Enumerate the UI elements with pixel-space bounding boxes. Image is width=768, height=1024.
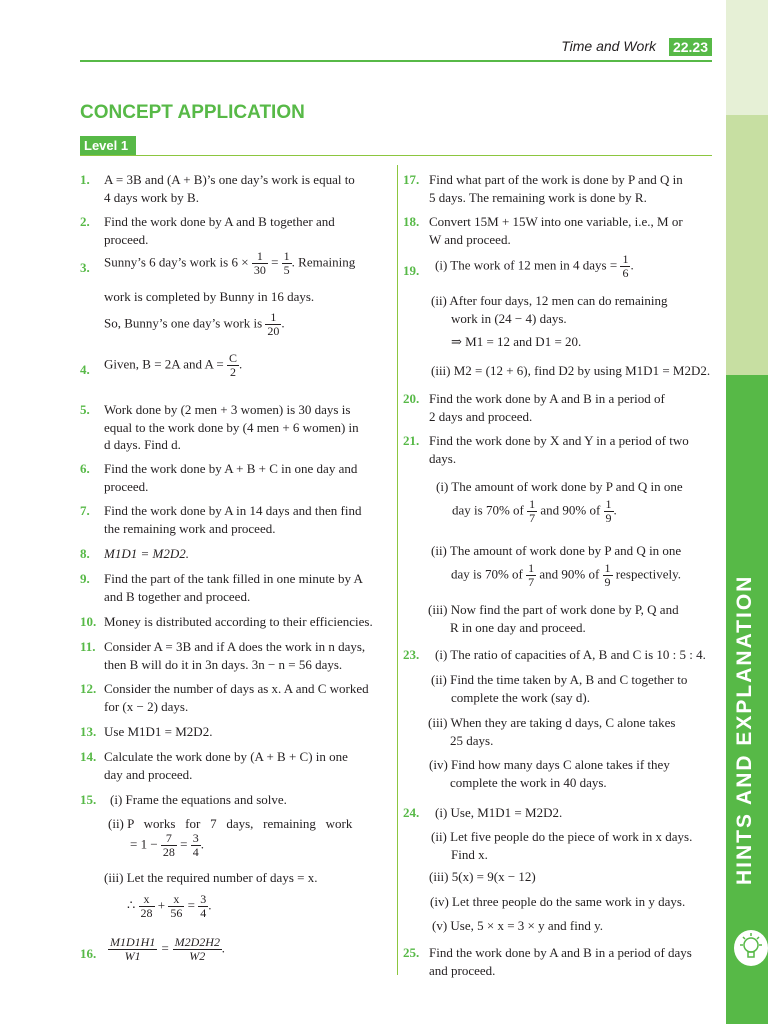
hint-text-line: = 1 − $\frac{7}{28}$ = $\frac{3}{4}$ . <box>130 831 205 859</box>
item-number: 18. <box>403 214 420 229</box>
side-band-top <box>726 0 768 115</box>
hint-text: d days. Find d. <box>104 437 181 452</box>
item-number: 4. <box>80 362 90 377</box>
hint-text: equal to the work done by (4 men + 6 women) in <box>104 419 359 435</box>
level-label: Level 1 <box>80 136 136 156</box>
hint-text: (ii) Find the time taken by A, B and C together to <box>431 672 688 687</box>
item-number: 21. <box>403 433 420 448</box>
hint-text: Find the work done by A in 14 days and then find <box>104 503 362 518</box>
level-rule <box>80 155 712 156</box>
column-divider <box>397 165 398 975</box>
hint-text: complete the work (say d). <box>451 689 590 705</box>
hint-text: the remaining work and proceed. <box>104 520 276 536</box>
hint-text: (i) The amount of work done by P and Q in one <box>436 479 683 494</box>
hint-text: Find x. <box>451 846 488 862</box>
hint-subitem: (i) The amount of work done by P and Q in one day is 70% of $\frac{1}{7}$ and 90% of $\frac{1}{9}$ . <box>436 478 713 525</box>
hint-item-12 <box>80 680 388 715</box>
hint-item-8 <box>80 545 388 563</box>
hint-text-line: work is completed by Bunny in 16 days. <box>104 289 315 304</box>
hint-subitem <box>429 756 713 791</box>
hint-subitem: (iv) Let three people do the same work in y days. <box>430 894 686 909</box>
hint-text: 2 days and proceed. <box>429 408 533 424</box>
hint-subitem <box>428 714 713 749</box>
hint-text: Convert 15M + 15W into one variable, i.e., M or <box>429 214 683 229</box>
hint-text: proceed. <box>104 478 149 494</box>
hint-text-line: (ii) P works for 7 days, remaining work <box>108 816 353 831</box>
hint-item-11 <box>80 638 388 673</box>
item-number: 15. <box>80 792 97 807</box>
item-number: 9. <box>80 571 90 586</box>
hint-text: R in one day and proceed. <box>450 619 586 635</box>
hint-text: (iii) When they are taking d days, C alone takes <box>428 715 676 730</box>
hint-item-20 <box>403 390 713 425</box>
side-label: HINTS AND EXPLANATION <box>733 574 756 886</box>
hint-text: (iii) Now find the part of work done by P, Q and <box>428 602 679 617</box>
hint-item-19: 19. (i) The work of 12 men in 4 days = $\frac{1}{6}$ . <box>403 252 634 280</box>
fraction: $\frac{1}{9}$ <box>604 560 611 589</box>
item-number: 13. <box>80 724 97 739</box>
item-number: 25. <box>403 945 420 960</box>
item-number: 19. <box>403 263 420 278</box>
page-number: 22.23 <box>669 38 712 56</box>
running-title: Time and Work <box>561 38 656 54</box>
hint-text: day is 70% of <box>452 501 524 517</box>
hint-text: Money is distributed according to their efficiencies. <box>104 614 373 629</box>
item-number: 5. <box>80 402 90 417</box>
hint-text: (i) The work of 12 men in 4 days = <box>435 257 618 273</box>
item-number: 14. <box>80 749 97 764</box>
hint-text: and proceed. <box>429 962 496 978</box>
hint-subitem <box>431 292 713 351</box>
item-number: 3. <box>80 260 90 275</box>
fraction: $\frac{1}{9}$ <box>605 496 612 525</box>
hint-text-line: So, Bunny’s one day’s work is $\frac{1}{20}$ . <box>104 310 285 338</box>
item-number: 6. <box>80 461 90 476</box>
hint-text: respectively. <box>615 565 682 581</box>
hint-subitem: (iii) 5(x) = 9(x − 12) <box>429 869 536 884</box>
hint-text: (i) Use, M1D1 = M2D2. <box>435 805 563 820</box>
fraction: $\frac{3}{4}$ <box>192 831 199 859</box>
hint-text: 5 days. The remaining work is done by R. <box>429 189 647 205</box>
hint-text: A = 3B and (A + B)’s one day’s work is equal to <box>104 172 355 187</box>
hint-item-16: 16. $\frac{M1D1H1}{W1}$ = $\frac{M2D2H2}{W2}$ . <box>80 935 226 963</box>
hint-text: days. <box>429 450 457 466</box>
hint-text: Find the work done by A and B together and <box>104 214 335 229</box>
item-number: 2. <box>80 214 90 229</box>
fraction: $\frac{M1D1H1}{W1}$ <box>110 935 156 963</box>
hint-text: Find the work done by A + B + C in one day and <box>104 461 358 476</box>
hint-text: M1D1 = M2D2. <box>104 546 189 561</box>
hint-text: Find what part of the work is done by P and Q in <box>429 172 683 187</box>
hint-item-9 <box>80 570 388 605</box>
item-number: 11. <box>80 639 96 654</box>
hint-item-7 <box>80 502 388 537</box>
hint-text: and 90% of <box>539 565 600 581</box>
hint-text: Find the work done by X and Y in a period of two <box>429 433 689 448</box>
hint-text: day and proceed. <box>104 766 193 782</box>
hint-text: Work done by (2 men + 3 women) is 30 days is <box>104 402 351 417</box>
hint-item-15 <box>80 791 388 809</box>
lightbulb-icon <box>734 930 768 966</box>
hint-item-24 <box>403 804 713 822</box>
hint-text: Find the work done by A and B in a period of <box>429 391 665 406</box>
hint-item-6 <box>80 460 388 495</box>
hint-text: Use M1D1 = M2D2. <box>104 724 213 739</box>
hint-text: (i) Frame the equations and solve. <box>110 792 287 807</box>
fraction: $\frac{1}{5}$ <box>283 249 290 277</box>
hint-item-10 <box>80 613 388 631</box>
item-number: 10. <box>80 614 97 629</box>
fraction: $\frac{1}{30}$ <box>253 249 266 277</box>
hint-text: Sunny’s 6 day’s work is 6 × <box>104 254 249 270</box>
fraction: $\frac{1}{20}$ <box>267 310 280 338</box>
item-number: 23. <box>403 647 420 662</box>
equals-sign: = <box>271 254 279 270</box>
hint-text: proceed. <box>104 231 149 247</box>
hint-text: ⇒ M1 = 12 and D1 = 20. <box>451 334 582 349</box>
hint-item-14 <box>80 748 388 783</box>
hint-item-17 <box>403 171 713 206</box>
hint-text: Find the part of the tank filled in one minute by A <box>104 571 363 586</box>
hint-text: . Remaining <box>291 254 356 270</box>
hint-text: 4 days work by B. <box>104 189 199 205</box>
hint-text: = 1 − <box>130 836 158 852</box>
item-number: 17. <box>403 172 420 187</box>
fraction: $\frac{1}{7}$ <box>528 560 535 589</box>
item-number: 20. <box>403 391 420 406</box>
item-number: 12. <box>80 681 97 696</box>
hint-text: W and proceed. <box>429 231 511 247</box>
hint-text-line: ∴ $\frac{x}{28}$ + $\frac{x}{56}$ = $\frac{3}{4}$ . <box>127 892 212 920</box>
hint-text: complete the work in 40 days. <box>450 774 607 790</box>
hint-subitem: (v) Use, 5 × x = 3 × y and find y. <box>432 918 603 933</box>
hint-item-25 <box>403 944 713 979</box>
item-number: 7. <box>80 503 90 518</box>
hint-item-4: 4. Given, B = 2A and A = $\frac{C}{2}$ . <box>80 351 243 379</box>
hint-text: (ii) The amount of work done by P and Q in one <box>431 543 682 558</box>
hint-text: and 90% of <box>540 501 601 517</box>
header-rule <box>80 60 712 62</box>
hint-item-5 <box>80 401 388 454</box>
hint-text: Consider the number of days as x. A and C worked <box>104 681 369 696</box>
item-number: 16. <box>80 946 97 961</box>
hint-text: 25 days. <box>450 732 494 748</box>
section-title: CONCEPT APPLICATION <box>80 102 305 123</box>
fraction: $\frac{x}{56}$ <box>170 892 183 920</box>
hint-item-2 <box>80 213 388 248</box>
fraction: $\frac{7}{28}$ <box>162 831 175 859</box>
hint-item-18 <box>403 213 713 248</box>
hint-text: work in (24 − 4) days. <box>451 310 567 326</box>
side-band-middle <box>726 115 768 375</box>
hint-text: day is 70% of <box>451 565 523 581</box>
item-number: 8. <box>80 546 90 561</box>
hint-text: So, Bunny’s one day’s work is <box>104 315 263 331</box>
hint-subitem: (iii) M2 = (12 + 6), find D2 by using M1D1 = M2D2. <box>431 363 711 378</box>
hint-text: (i) The ratio of capacities of A, B and C is 10 : 5 : 4. <box>435 647 706 662</box>
hint-text: (ii) After four days, 12 men can do remaining <box>431 293 668 308</box>
hint-text: Given, B = 2A and A = <box>104 356 224 372</box>
hint-item-23 <box>403 646 713 664</box>
hint-subitem <box>431 828 713 863</box>
fraction: $\frac{3}{4}$ <box>200 892 207 920</box>
hint-text: then B will do it in 3n days. 3n − n = 56 days. <box>104 656 343 672</box>
hint-text: Consider A = 3B and if A does the work in n days, <box>104 639 366 654</box>
fraction: $\frac{x}{28}$ <box>140 892 153 920</box>
item-number: 24. <box>403 805 420 820</box>
hint-subitem <box>431 671 713 706</box>
therefore-symbol: ∴ <box>127 897 136 913</box>
hint-text: and B together and proceed. <box>104 588 251 604</box>
hint-item-21 <box>403 432 713 467</box>
hint-text: Find the work done by A and B in a period of days <box>429 945 692 960</box>
hint-item-1 <box>80 171 388 206</box>
item-number: 1. <box>80 172 90 187</box>
fraction: $\frac{1}{7}$ <box>529 496 536 525</box>
hint-text: for (x − 2) days. <box>104 698 189 714</box>
hint-subitem <box>428 601 713 636</box>
hint-item-3 <box>80 250 388 277</box>
fraction: $\frac{C}{2}$ <box>229 351 238 379</box>
hint-text: (iv) Find how many days C alone takes if they <box>429 757 670 772</box>
hint-subitem <box>431 542 713 589</box>
hint-text-line: (iii) Let the required number of days = x. <box>104 870 318 885</box>
hint-text: (ii) Let five people do the piece of work in x days. <box>431 829 693 844</box>
fraction: $\frac{M2D2H2}{W2}$ <box>174 935 220 963</box>
hint-item-13 <box>80 723 388 741</box>
fraction: $\frac{1}{6}$ <box>622 252 629 280</box>
hint-text: Calculate the work done by (A + B + C) in one <box>104 749 348 764</box>
